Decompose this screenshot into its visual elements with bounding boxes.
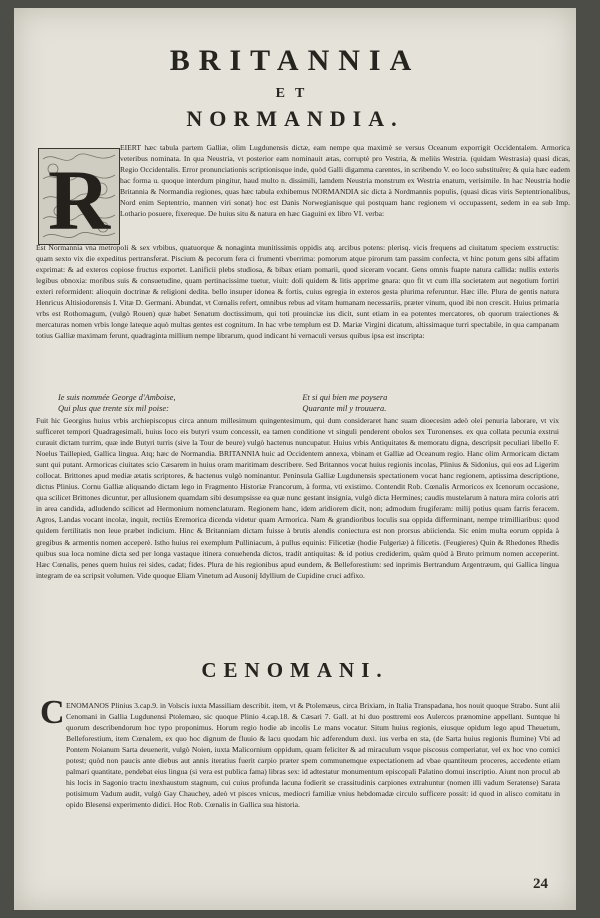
normandia-paragraph: Est Normannia vna metropoli & sex vrbibus, quatuorque & nonaginta munitissimis oppidis atq. arcibus potens: plerisq. vicis frequens ad ciuitatum speciem exstructis: quam sexto vix die expeditus pertransferat. Piscium & pecorum fera ci frumenti vberrima: pomorum atque pirorum tam passim confecta, vt hinc potum gens sibi affatim exprimat: & ad exteros copiose fructus exportet. Lanificii plebs studiosa, & bibax etiam pomarii, quod siceram vocant. Gens omnis fuapte natura callida: nullis exteris legibus obnoxia: moribus suis & consuetudine, quam pertinacissime tuetur, viuit: doli quidem & litis apprime gnara: quo fit vt cum illa societatem aut negotium fortiri exteri reformident: alioquin doctrinæ & religioni dedita. bello insuper idonea & fortis, cuius egregia in exteros gesta plurima referuntur. Hæc ille. Plura de gentis natura Henricus Altisiodorensis I. Vitæ D. Germani. Abundat, vt Cœnalis refert, omnibus rebus ad vitam humanam necessariis, præter vinum, quod ibi non crescit. Huius primaria vrbs est Rothomagum, (vulgò Rouen) quæ habet Senatum doctissimum, qui toti prouinciæ ius dicit, sunt etiam in ea potentes mercatores, ob quorum traiectiones & mercaturas nomen vrbis longe lateque aquò multas gentes est cognitum. In hac vrbe templum est D. Mariæ Virgini dicatum, altissimaque turri spectabile, in qua campanam totius Galliæ maximam ferunt, quadraginta millium nempe librarum, quod indicant hi vernaculi versus quibus ipsa est inscripta: (36, 243, 559, 341)
bell-verse (58, 392, 528, 414)
page-title: BRITANNIA (169, 44, 421, 77)
cenomani-paragraph: ENOMANOS Plinius 3.cap.9. in Volscis iuxta Massiliam describit. item, vt & Ptolemæus, circa Brixiam, in Italia Transpadana, hos nouit quoque Strabo. Sunt alii Cenomani in Gallia Lugdunensi Ptolemæo, sic quoque Plinio 4.cap.18. & Cæsari 7. Gall. at hi duo posttremi eos Aulercos prænomine appellant. Suntque hi quorum describendorum hoc typo proponimus. Horum regio hodie ab incolis Le mans vocatur. Situm huius regionis, eiusque opidum lego apud Theuetum, Belleforestium, item Cœnalem, ex quo hoc dignum de fluuio & lacu quodam hic adferendum duxi. ius verba en sta, (de Sarta huius regionis flumine) Vbi ad Pontem Noianum Sarta deuenerit, vulgò Noien, iuxta Malicornium oppidum, quam feliciter & ad miraculum vsque piscosus comperiatur, vel ex hoc vno comici potest; quòd non paucis ante diebus aut annis iteratius fuerit carpio præter spem communemque expectationem ad vbae quantiteum proceres, accedente etiam palmari quantitate, pendebat eius lingua (si vera est publica fama) libras sex: id adtestatur monumentum episcopali Palatino domui inscriptio. Aiunt non procul ab his locis in Sagonio tractu inexhaustum stagnum, cui cuius profunda lacuna fodierit se crassitudinis carpiones extrahuntur (nomen illi vadum Seratense) Sarata potisimum Vadum audit, vulgò Gay Chauchey, adeò vt pisces vnicus, mediocri familiæ vnius hebdomadæ circulo sufficere possit: id quod in alisco comitatu in opido Blesensi experimento didici. Hoc Rob. Cœnalis in Gallica sua historia. (66, 701, 560, 810)
verse-line-2-right: Quarante mil y trouuera. (302, 404, 387, 413)
section-initial: C (40, 694, 65, 731)
title-conjunction: ET (275, 86, 315, 101)
verse-line-1-right: Et si qui bien me poysera (302, 393, 388, 402)
decorated-initial-r (38, 148, 120, 245)
verse-line-1-left: Ie suis nommée George d'Amboise, (58, 393, 176, 402)
page-number: 24 (533, 876, 548, 892)
verse-line-2-left: Qui plus que trente six mil poise: (58, 404, 169, 413)
svg-text:R: R (47, 152, 111, 244)
ornament-initial-icon (39, 149, 119, 244)
document-page (14, 8, 576, 910)
intro-paragraph: EIERT hæc tabula partem Galliæ, olim Lugdunensis dictæ, eam nempe qua maximè se versus Oceanum exporrigit Occidentalem. Armorica veteribus nominata. In qua Neustria, vt posterior eam nominauit ætas, corruptè pro Vestria, & meliùs Westria. (quidam Westrasia) quasi dicas, Regio Occidentalis. Error pronunciationis scriptionisque inde, quòd Galli digamma carentes, in scribendo V. eo loco substituêre; & quia hæc eadem hac forma u. quoque interdum pingitur, haud multo n. dissimili, lamdem Neustria monstrum ex Westria enatum, verisimile. In hac Neustria hodie Britannia & Normandia regiones, quas hæc tabula exhibemus NORMANDIA sic dicta à Nordmannis populis, (quasi dicas viris Septentrionalibus, Nord enim Septentrio, mannen viri sonat) hoc est Danis Norwegianisque qui postquam hanc regionem vi occupassent, sedem in ea sub Imp. Lothario posuere, fixereque. De huius situ & natura en hæc Gaguini ex libro VI. verba: (120, 143, 570, 219)
page-subtitle: NORMANDIA. (186, 106, 404, 131)
section-heading: CENOMANI. (201, 658, 389, 682)
britannia-paragraph: Fuit hic Georgius huius vrbis archiepiscopus circa annum millesimum quingentesimum, qui dum consideraret hanc suam dioecesim adeò olei penuria laborare, vt vix sufficeret tempori Quadragesimali, huius loco eis butyri vsum concessit, ea tamen conditione vt singuli penderent obolos sex Turonenses. ex qua collata pecunia exstrui curauit dictam turrim, quæ inde Butyri turris (sive la Tour de beure) vulgò hactenus nuncupatur. Huius vrbis Antiquitates & memoratu digna, descripsit peculiari libello F. Noelus Taillepied, Gallica lingua. Atq; hæc de Normandia. BRITANNIA huic ad Occidentem annexa, vbinam et Galliæ ad Oceanum regio. Hanc olim Armoricam dictam sunt qui putant. Armoricas ciuitates scio Cæsarem in huius oram maritimam describere. Sed Britannos vocat huius regionis incolas, Plinius & Sidonius, qui eos ad Ligerim collocat. Brittones apud mediæ ætatis scriptores, & hactenus vulgò nominantur. Peninsula Galliæ Lugdunensis spectationem vocat hanc regionem, aptissima descriptione, dictus Plinius. Cornu Galliæ aliquando dictam lego in Fragmento Historiæ Francorum, à forma, vti existimo. Contendit Rob. Cœnalis Armoricos ex Icenorum occasione, qua scilicet Brittones dicuntur, per allusionem quamdam sibi desumpsisse ea quæ nunc gestant insignia, vulgò dicta Hermines; caudis mustelarum à natura mira coloris atri in area candida, adludendo scilicet ad Hermonium nomenclaturam. Regionem hanc, idem aridiorem dicit, non; admodum frugiferam: milij potius quam farris feracem. Agros, Landas vocant incolæ, inquit, rectiùs Eremorica dicenda videtur quam Armorica. Nam & grandioribus loculis sua oppida differminant, nempe trimilliaribus: quod quidem fertilitatis non leue præbet indicium. Hinc & Britanniam dictam fuisse à brutis alendis coniectura est non prorsus abiicienda. Sic enim multa eorum oppida à gregibus & armentis nomen acceperè. Istho huius rei exemplum Pulliniacum, à pullus equinis: Filicetiæ (hodie Fulgeriæ) à filicetis. (Feugieres) Quin & Rhedones Rhedis quibus sua loca nomine dicta sed per longa vastaque itinera conuehenda dictos, tradit antiquitas: & id potius crediderim, quàm quòd à Bruto primum nomen acceperint. Hæc Cœnalis, penes quem huius rei sides, cadat; fides. Plura de his regionibus apud eundem, & Belleforestium: sed inprimis Bertrandum Argentræum, qui Gallica lingua integram de ea scripsit volumen. Vide quoque Eliam Vinetum ad Ausonij Idyllium de Cupidine cruci adfixo. (36, 416, 559, 580)
